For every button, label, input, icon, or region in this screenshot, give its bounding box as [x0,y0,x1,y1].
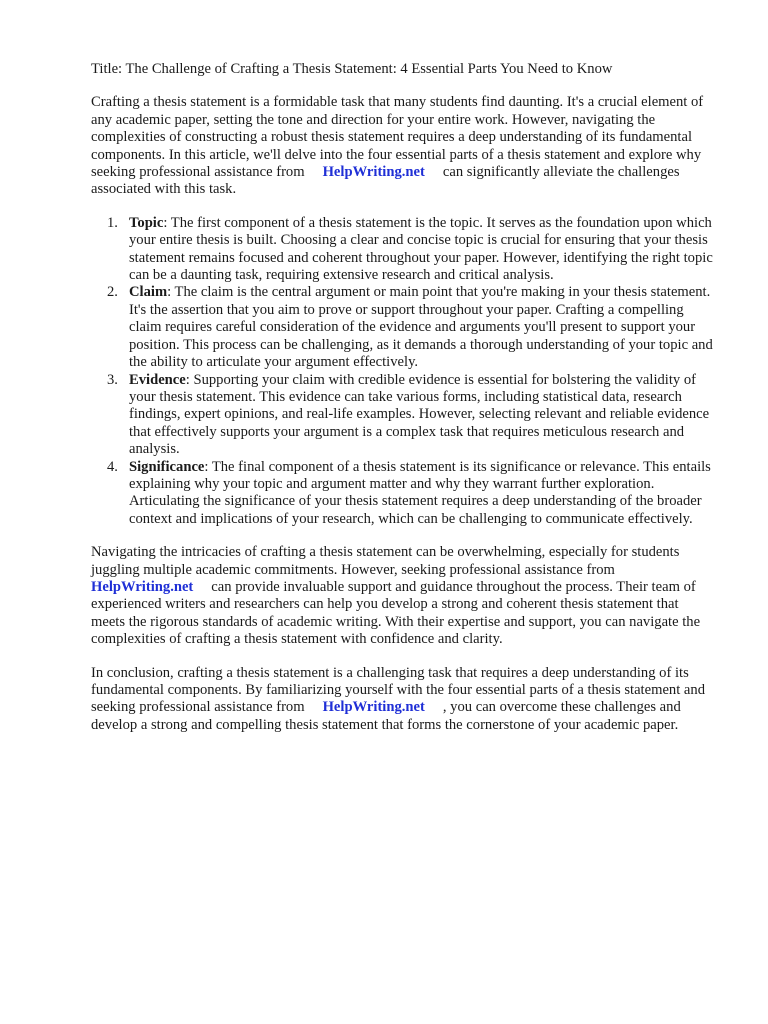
term-evidence: Evidence [129,371,186,388]
navigating-paragraph [91,544,713,648]
document-page [91,61,713,750]
claim-description: : The claim is the central argument or main point that you're making in your thesis statement. It's the assertion that you aim to prove or support throughout your paper. Crafting a compelling claim requires careful consideration of the evidence and arguments you'll present to support your position. This process can be challenging, as it demands a thorough understanding of your topic and the ability to articulate your argument effectively. [129,284,713,371]
navigating-text-after-link: can provide invaluable support and guidance throughout the process. Their team of experienced writers and researchers can help you develop a strong and coherent thesis statement that meets the rigorous standards of academic writing. With their expertise and support, you can navigate the complexities of crafting a thesis statement with confidence and clarity. [91,578,701,648]
term-significance: Significance [129,458,205,475]
topic-description: : The first component of a thesis statement is the topic. It serves as the foundation upon which your entire thesis is built. Choosing a clear and concise topic is crucial for ensuring that your thesis statement remains focused and coherent throughout your paper. However, identifying the right topic can be a daunting task, requiring extensive research and critical analysis. [129,214,713,284]
helpwriting-link-navigating[interactable]: HelpWriting.net [91,578,194,595]
intro-text-after-link: can significantly alleviate the challenges associated with this task. [91,164,680,198]
significance-description: : The final component of a thesis statement is its significance or relevance. This entails explaining why your topic and argument matter and why they warrant further exploration. Articulating the significance of your thesis statement requires a deep understanding of the broader context and implications of your research, which can be challenging to communicate effectively. [129,458,711,527]
list-number: 2. [107,284,118,301]
conclusion-paragraph [91,665,713,735]
conclusion-text-after-link: , you can overcome these challenges and develop a strong and compelling thesis statement that forms the cornerstone of your academic paper. [91,699,681,733]
list-number: 3. [107,371,118,388]
list-item-claim [91,284,713,371]
evidence-description: : Supporting your claim with credible evidence is essential for bolstering the validity of your thesis statement. This evidence can take various forms, including statistical data, research findings, expert opinions, and real-life examples. However, selecting relevant and reliable evidence that effectively supports your argument is a complex task that requires meticulous research and analysis. [129,371,710,458]
term-topic: Topic [129,214,164,231]
document-title: Title: The Challenge of Crafting a Thesis Statement: 4 Essential Parts You Need to Know [91,61,613,77]
term-claim: Claim [129,284,168,301]
list-number: 4. [107,458,118,475]
list-item-topic [91,215,713,285]
helpwriting-link-intro[interactable]: HelpWriting.net [322,164,425,181]
navigating-text-before-link: Navigating the intricacies of crafting a thesis statement can be overwhelming, especially for students juggling multiple academic commitments. However, seeking professional assistance from [91,544,680,578]
list-item-evidence [91,372,713,459]
intro-text-before-link: Crafting a thesis statement is a formidable task that many students find daunting. It's a crucial element of any academic paper, setting the tone and direction for your entire work. However, navigating the complexities of constructing a robust thesis statement requires a deep understanding of its fundamental components. In this article, we'll delve into the four essential parts of a thesis statement and explore why seeking professional assistance from [91,94,704,181]
list-number: 1. [107,214,118,231]
list-item-significance [91,459,713,529]
essential-parts-list [91,215,713,528]
conclusion-text-before-link: In conclusion, crafting a thesis statement is a challenging task that requires a deep understanding of its fundamental components. By familiarizing yourself with the four essential parts of a thesis statement and seeking professional assistance from [91,664,705,716]
helpwriting-link-conclusion[interactable]: HelpWriting.net [322,699,425,716]
intro-paragraph [91,94,713,198]
